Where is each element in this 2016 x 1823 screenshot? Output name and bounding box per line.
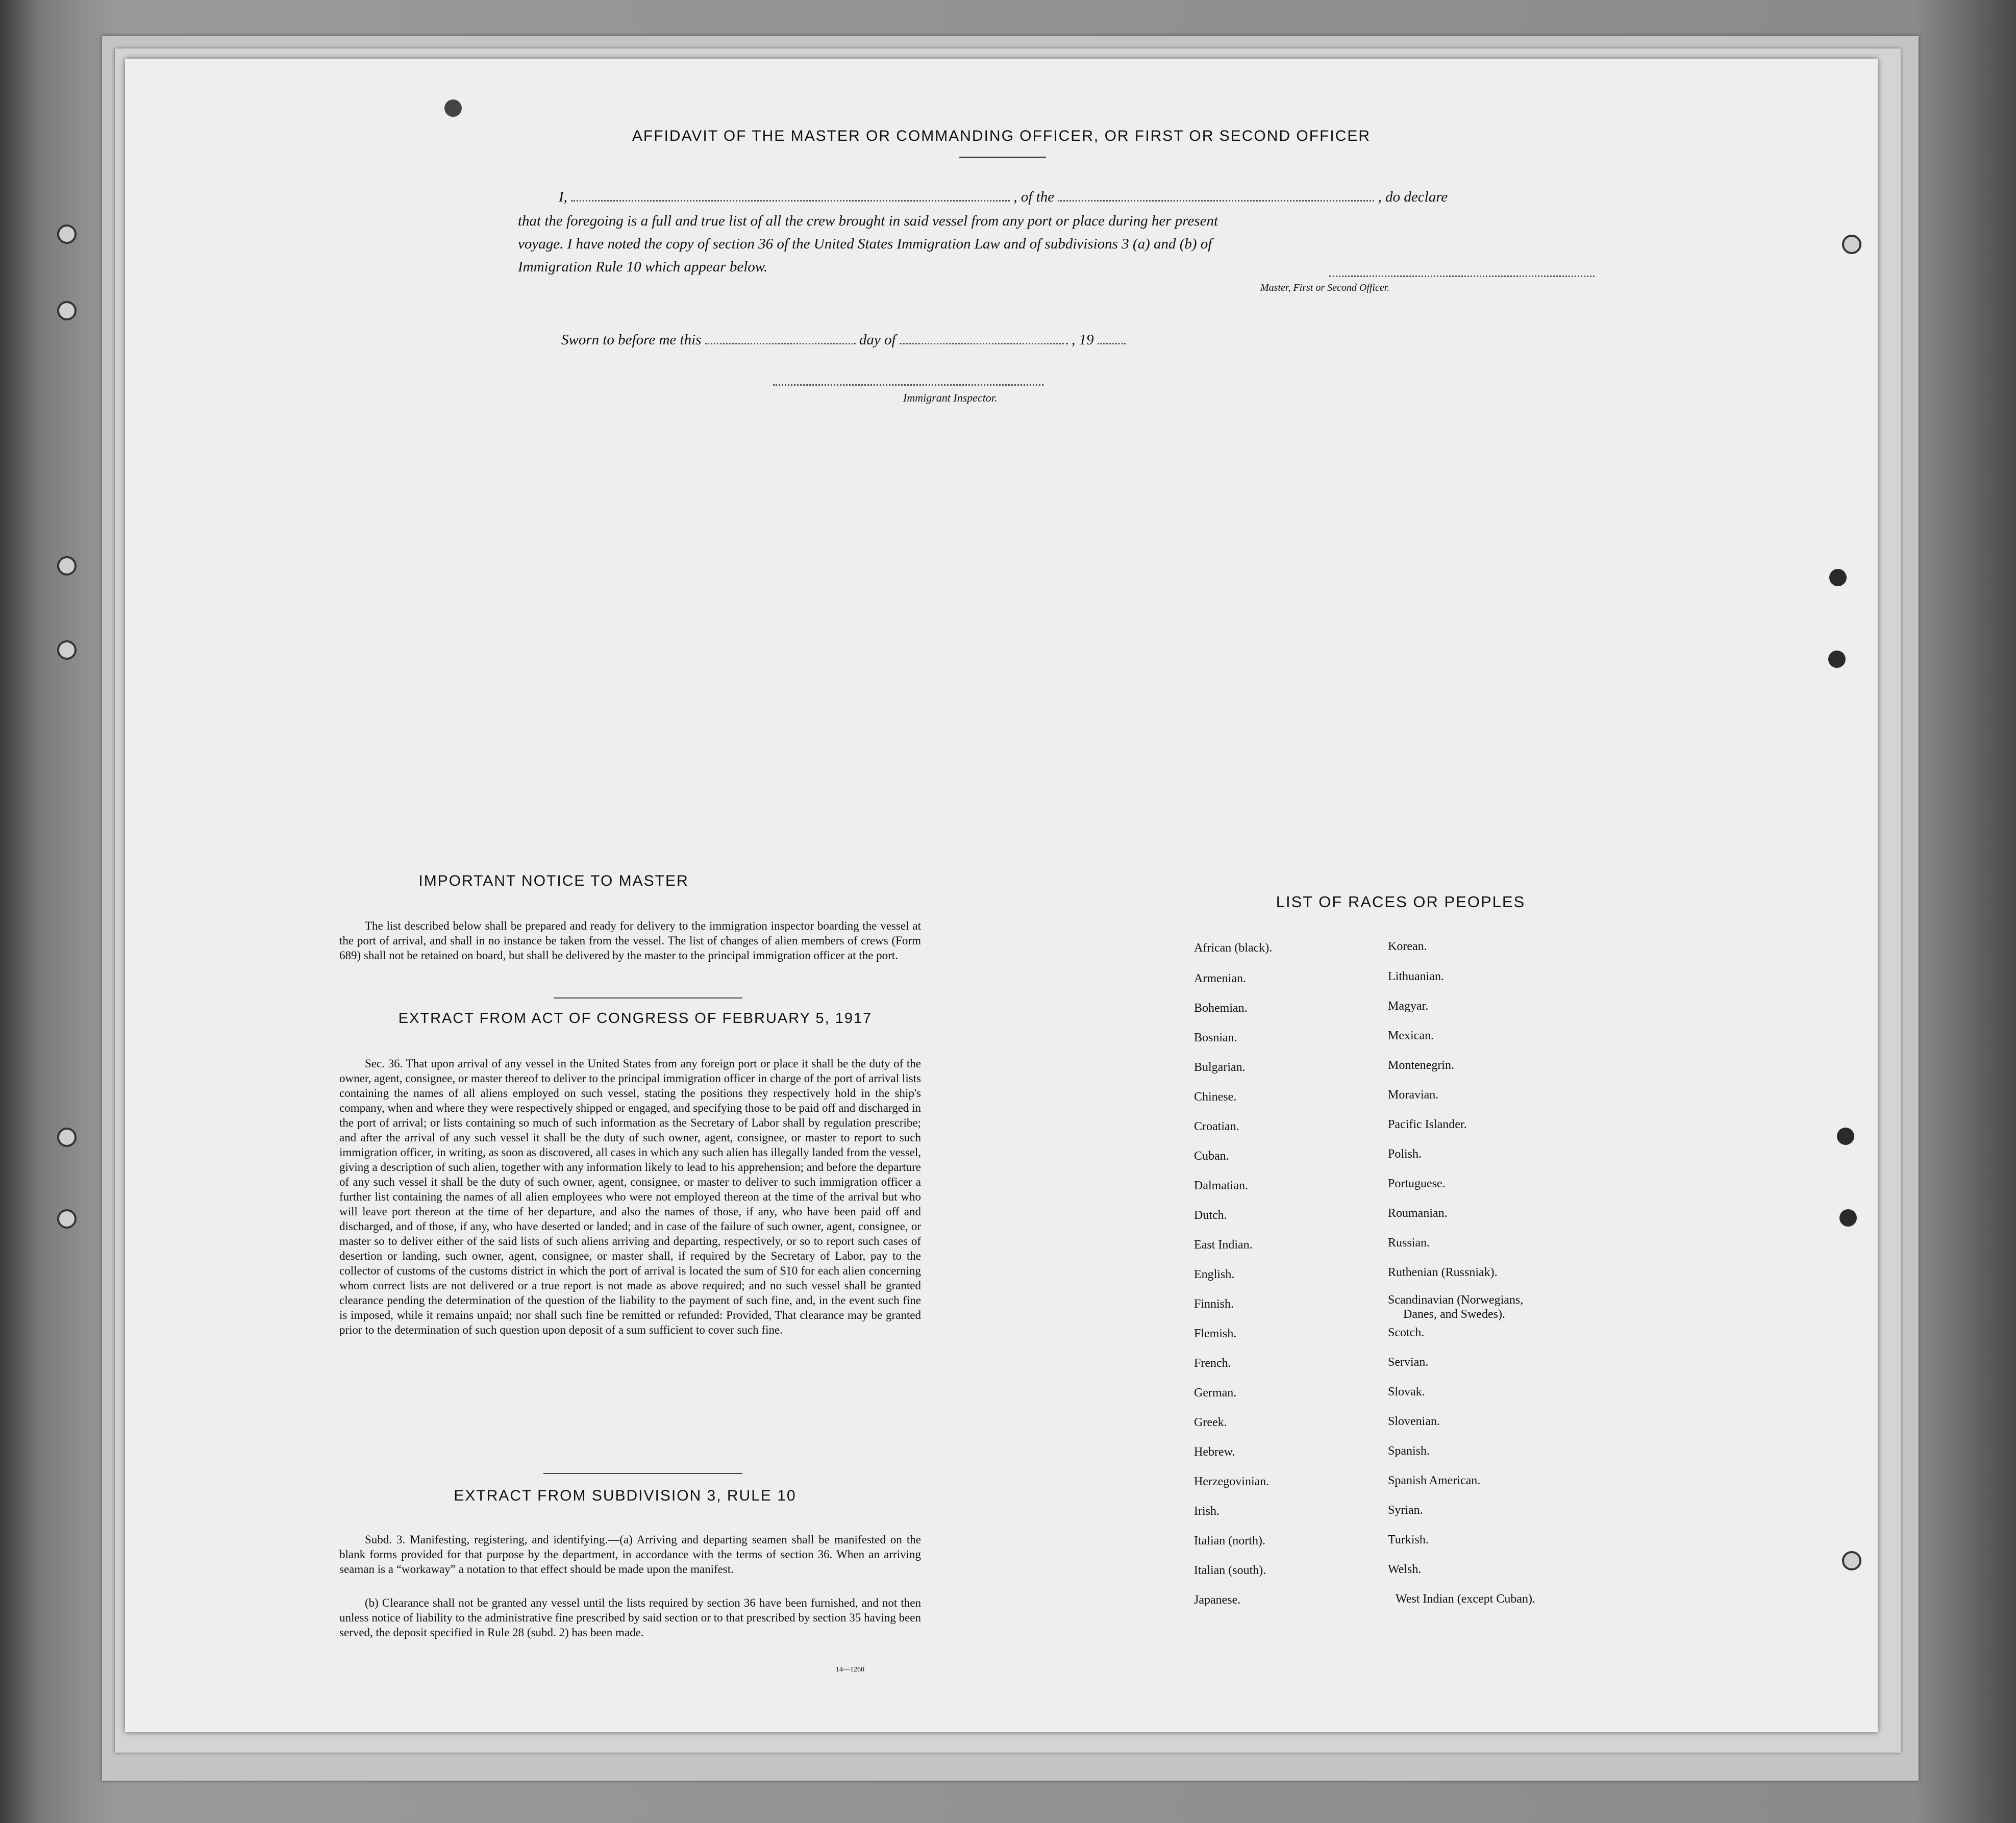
race-item: Portuguese. (1388, 1177, 1446, 1190)
race-item: Hebrew. (1194, 1445, 1235, 1459)
race-item: East Indian. (1194, 1238, 1253, 1252)
inspector-signature-line[interactable] (773, 384, 1043, 386)
affidavit-line-4: Immigration Rule 10 which appear below. (518, 259, 768, 275)
punch-hole (444, 99, 462, 117)
extract-act-text: Sec. 36. That upon arrival of any vessel in the United States from any foreign port or place it shall be the duty of the owner, agent, consignee, or master thereof to deliver to the principal immigration officer in charge of the port of arrival lists containing the names of all aliens employed on such vessel, stating the positions they respectively hold in the ship's company, when and where they were respectively shipped or engaged, and specifying those to be paid off and discharged in the port of arrival; or lists containing so much of such information as the Secretary of Labor shall by regulation prescribe; and after the arrival of any such vessel it shall be the duty of such owner, agent, consignee, or master to report to such immigration officer, in writing, as soon as discovered, all cases in which any such alien has illegally landed from the vessel, giving a description of such alien, together with any information likely to lead to his apprehension; and before the departure of any such vessel it shall be the duty of such owner, agent, consignee, or master to deliver to such immigration officer a further list containing the names of all alien employees who were not employed thereon at the time of the arrival but who will leave port thereon at the time of her departure, and also the names of those, if any, who have been paid off and discharged, and of those, if any, who have deserted or landed; and in case of the failure of such owner, agent, consignee, or master so to deliver either of the said lists of such aliens arriving and departing, respectively, or so to report such cases of desertion or landing, such owner, agent, consignee, or master shall, if required by the Secretary of Labor, pay to the collector of customs of the customs district in which the port of arrival is located the sum of $10 for each alien concerning whom correct lists are not delivered or a true report is not made as above required; and no such vessel shall be granted clearance pending the determination of the question of the liability to the payment of such fine, and, in the event such fine is imposed, while it remains unpaid; nor shall such fine be remitted or refunded: Provided, That clearance may be granted prior to the determination of such question upon deposit of a sum sufficient to cover such fine. (339, 1057, 921, 1336)
punch-hole (1828, 651, 1846, 668)
day-field[interactable] (705, 343, 856, 344)
title-divider (959, 157, 1046, 158)
race-item: Japanese. (1194, 1593, 1241, 1607)
race-item: Russian. (1388, 1236, 1430, 1250)
punch-hole (1829, 569, 1847, 586)
binder-ring (57, 301, 77, 320)
binder-ring (57, 1128, 77, 1147)
year-label: , 19 (1072, 332, 1094, 348)
race-item: Dalmatian. (1194, 1179, 1248, 1192)
binder-ring (1842, 1551, 1861, 1570)
officer-name-field[interactable] (571, 200, 1010, 202)
race-item: Korean. (1388, 940, 1427, 953)
binder-ring (57, 224, 77, 244)
race-item: Montenegrin. (1388, 1059, 1454, 1072)
affidavit-title: AFFIDAVIT OF THE MASTER OR COMMANDING OFFICER, OR FIRST OR SECOND OFFICER (632, 128, 1371, 144)
race-item: Spanish American. (1388, 1474, 1481, 1487)
race-item: Ruthenian (Russniak). (1388, 1266, 1498, 1279)
affidavit-line-3: voyage. I have noted the copy of section 36 of the United States Immigration Law and of subdivisions 3 (a) and (b) of (518, 236, 1212, 252)
race-item: Irish. (1194, 1505, 1219, 1518)
affidavit-line-1 (559, 189, 1448, 206)
binder-ring (57, 1209, 77, 1229)
race-item: Danes, and Swedes). (1403, 1308, 1505, 1321)
form-page (125, 59, 1878, 1732)
race-item: Spanish. (1388, 1444, 1430, 1458)
notice-divider (554, 997, 742, 998)
race-item: Flemish. (1194, 1327, 1237, 1340)
extract-rule-text-a: Subd. 3. Manifesting, registering, and identifying.—(a) Arriving and departing seamen shall be manifested on the blank forms provided for that purpose by the department, in accordance with the terms of section 36. When an arriving seaman is a “workaway” a notation to that effect should be made upon the manifest. (339, 1533, 921, 1576)
race-item: Finnish. (1194, 1297, 1234, 1311)
notice-title: IMPORTANT NOTICE TO MASTER (418, 872, 689, 889)
race-item: Italian (south). (1194, 1564, 1266, 1577)
race-item: Mexican. (1388, 1029, 1434, 1042)
form-number: 14—1260 (836, 1666, 864, 1674)
race-item: Lithuanian. (1388, 970, 1444, 983)
inspector-caption: Immigrant Inspector. (903, 391, 998, 404)
race-item: German. (1194, 1386, 1237, 1400)
sworn-line (561, 332, 1126, 348)
race-item: Slovak. (1388, 1385, 1425, 1399)
extract-rule-text-b: (b) Clearance shall not be granted any vessel until the lists required by section 36 have been furnished, and not then unless notice of liability to the administrative fine prescribed by said section or to that prescribed by section 35 having been served, the deposit specified in Rule 28 (subd. 2) has been made. (339, 1596, 921, 1639)
race-item: African (black). (1194, 941, 1273, 955)
extract-rule-title: EXTRACT FROM SUBDIVISION 3, RULE 10 (454, 1487, 797, 1504)
race-item: Bohemian. (1194, 1002, 1248, 1015)
extract-divider (543, 1473, 742, 1474)
race-item: Greek. (1194, 1416, 1227, 1429)
race-item: French. (1194, 1357, 1231, 1370)
vessel-name-field[interactable] (1058, 200, 1374, 202)
race-item: Pacific Islander. (1388, 1118, 1467, 1131)
race-item: West Indian (except Cuban). (1396, 1592, 1535, 1606)
race-item: Croatian. (1194, 1120, 1239, 1133)
race-item: Armenian. (1194, 972, 1246, 985)
notice-text: The list described below shall be prepared and ready for delivery to the immigration inspector boarding the vessel at the port of arrival, and shall in no instance be taken from the vessel. The list of changes of alien members of crews (Form 689) shall not be retained on board, but shall be delivered by the master to the principal immigration officer at the port. (339, 919, 921, 962)
race-item: Scandinavian (Norwegians, (1388, 1293, 1524, 1307)
do-declare-label: , do declare (1378, 189, 1448, 205)
race-item: Magyar. (1388, 1000, 1429, 1013)
month-field[interactable] (900, 343, 1068, 344)
binder-ring (1842, 235, 1861, 254)
extract-act-title: EXTRACT FROM ACT OF CONGRESS OF FEBRUARY 5, 1917 (398, 1010, 873, 1027)
race-item: Syrian. (1388, 1504, 1423, 1517)
binder-ring (57, 640, 77, 660)
race-item: Turkish. (1388, 1533, 1429, 1546)
races-title: LIST OF RACES OR PEOPLES (1276, 893, 1526, 911)
race-item: Slovenian. (1388, 1415, 1440, 1428)
day-of-label: day of (859, 332, 896, 348)
race-item: Chinese. (1194, 1090, 1237, 1104)
i-label: I, (559, 189, 567, 205)
race-item: Herzegovinian. (1194, 1475, 1270, 1488)
sworn-label: Sworn to before me this (561, 332, 702, 348)
race-item: Dutch. (1194, 1209, 1227, 1222)
year-field[interactable] (1098, 343, 1126, 344)
race-item: Cuban. (1194, 1150, 1229, 1163)
race-item: Polish. (1388, 1147, 1422, 1161)
signer-caption: Master, First or Second Officer. (1260, 282, 1390, 293)
signature-line[interactable] (1329, 276, 1595, 277)
race-item: Welsh. (1388, 1563, 1422, 1576)
race-item: Italian (north). (1194, 1534, 1265, 1547)
punch-hole (1839, 1209, 1857, 1227)
binder-ring (57, 556, 77, 576)
race-item: Servian. (1388, 1356, 1429, 1369)
race-item: Scotch. (1388, 1326, 1425, 1339)
race-item: Bulgarian. (1194, 1061, 1246, 1074)
race-item: Roumanian. (1388, 1207, 1448, 1220)
of-the-label: , of the (1013, 189, 1055, 205)
affidavit-line-2: that the foregoing is a full and true list of all the crew brought in said vessel from any port or place during her present (518, 213, 1218, 229)
race-item: Moravian. (1388, 1088, 1439, 1102)
race-item: English. (1194, 1268, 1235, 1281)
punch-hole (1837, 1128, 1854, 1145)
race-item: Bosnian. (1194, 1031, 1237, 1044)
